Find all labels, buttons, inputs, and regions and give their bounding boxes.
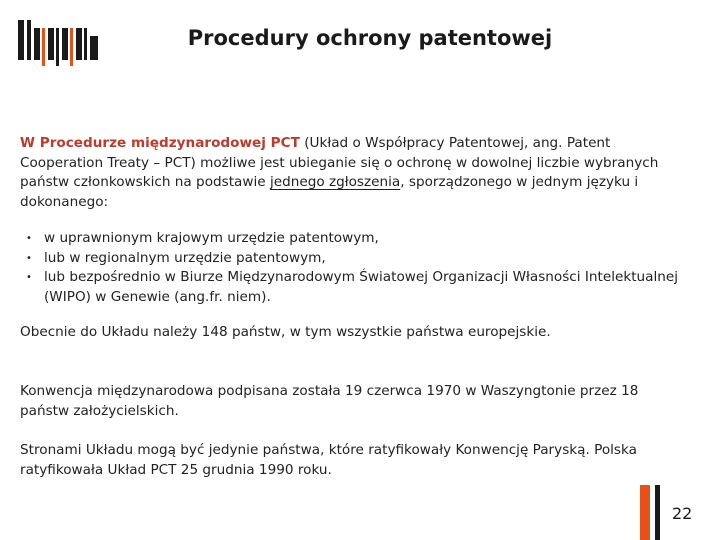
parties-paragraph: Stronami Układu mogą być jedynie państwa, które ratyfikowały Konwencję Paryską. Polska ratyfikowała Układ PCT 25 grudnia 1990 roku.	[20, 442, 637, 478]
members-paragraph: Obecnie do Układu należy 148 państw, w tym wszystkie państwa europejskie.	[20, 324, 551, 340]
list-item: • lub bezpośrednio w Biurze Międzynarodowym Światowej Organizacji Własności Intelektualnej (WIPO) w Genewie (ang.fr. niem).	[20, 268, 680, 307]
accent-bar-dark	[655, 485, 660, 540]
intro-lead: W Procedurze międzynarodowej PCT	[20, 135, 300, 151]
logo-icon	[18, 20, 100, 66]
convention-paragraph: Konwencja międzynarodowa podpisana została 19 czerwca 1970 w Waszyngtonie przez 18 państw założycielskich.	[20, 383, 639, 419]
page-title: Procedury ochrony patentowej	[187, 26, 553, 50]
intro-text-2: , sporządzonego w jednym języku i dokonanego:	[20, 174, 639, 210]
intro-underlined: jednego zgłoszenia	[269, 174, 401, 190]
accent-bar	[640, 485, 650, 540]
intro-text-1: (Układ o Współpracy Patentowej, ang. Patent Cooperation Treaty – PCT) możliwe jest ubieganie się o ochronę w dowolnej liczbie wybranych państw członkowskich na podstawie	[20, 135, 659, 190]
bullet-list	[20, 229, 680, 307]
list-item: • lub w regionalnym urzędzie patentowym,	[20, 249, 680, 269]
intro-paragraph	[20, 134, 690, 212]
list-item: • w uprawnionym krajowym urzędzie patentowym,	[20, 229, 680, 249]
page-number: 22	[672, 504, 693, 523]
